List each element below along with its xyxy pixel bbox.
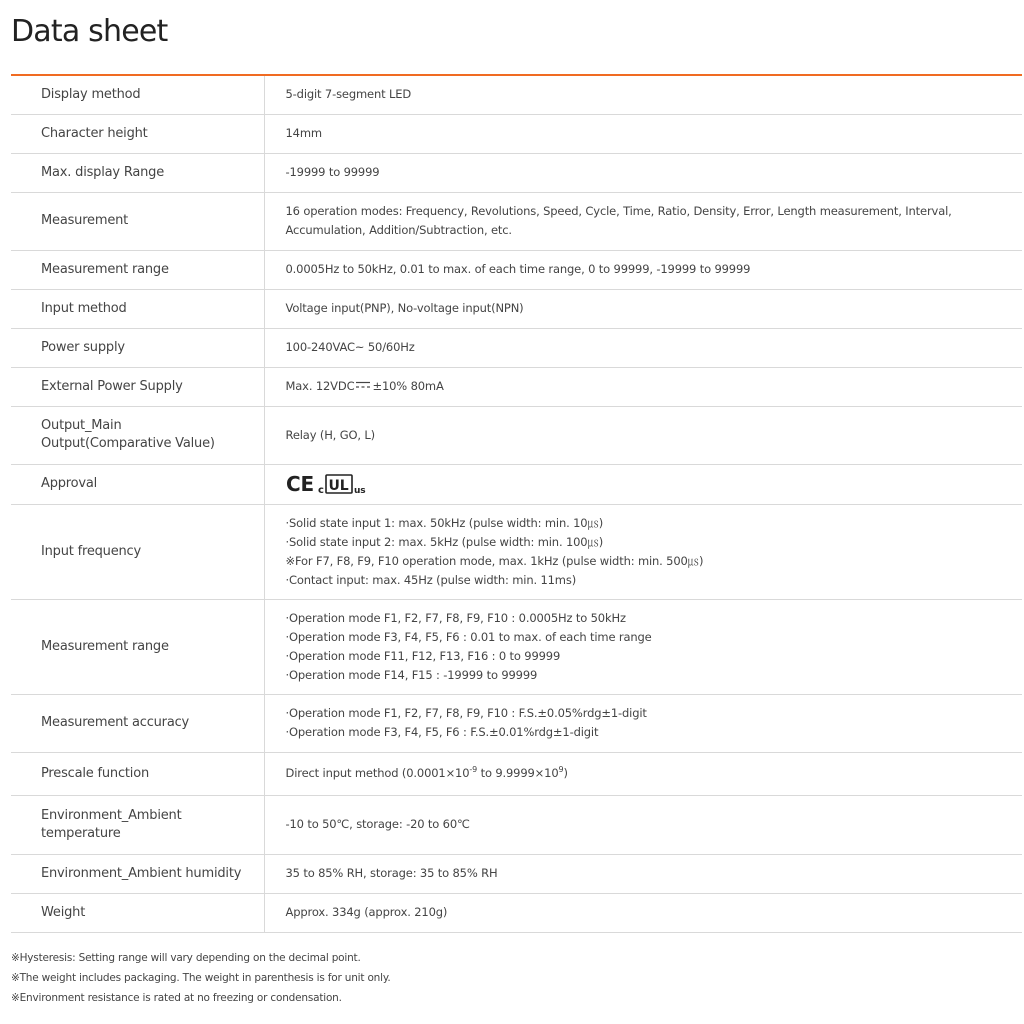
table-row — [11, 599, 1022, 694]
exponent: -9 — [469, 765, 478, 775]
row-label: Input method — [11, 289, 264, 328]
table-row — [11, 406, 1022, 464]
row-label: Display method — [11, 75, 264, 114]
row-label: Weight — [11, 893, 264, 932]
row-label: Character height — [11, 114, 264, 153]
row-value: Voltage input(PNP), No-voltage input(NPN) — [264, 289, 1022, 328]
table-row — [11, 289, 1022, 328]
value-line: ·Operation mode F14, F15 : -19999 to 99999 — [285, 667, 538, 682]
row-value: -10 to 50℃, storage: -20 to 60℃ — [264, 795, 1022, 854]
exponent: 9 — [558, 765, 564, 775]
row-value — [264, 694, 1022, 752]
table-row — [11, 694, 1022, 752]
value-text: Direct input method (0.0001×10 — [285, 766, 470, 780]
row-label: Environment_Ambient humidity — [11, 854, 264, 893]
label-line: temperature — [41, 825, 121, 841]
row-label: Max. display Range — [11, 153, 264, 192]
row-value — [264, 367, 1022, 406]
dc-symbol-icon — [356, 381, 370, 389]
row-label: Prescale function — [11, 752, 264, 795]
row-value: 14mm — [264, 114, 1022, 153]
row-value: Relay (H, GO, L) — [264, 406, 1022, 464]
footnote: ※Environment resistance is rated at no freezing or condensation. — [11, 992, 342, 1004]
row-label — [11, 795, 264, 854]
value-line: ·Solid state input 1: max. 50kHz (pulse width: min. 10㎲) — [285, 515, 604, 530]
table-row — [11, 192, 1022, 250]
table-row — [11, 752, 1022, 795]
row-label: Power supply — [11, 328, 264, 367]
label-line: Environment_Ambient — [41, 807, 182, 823]
table-row — [11, 153, 1022, 192]
value-line: ·Operation mode F3, F4, F5, F6 : F.S.±0.01%rdg±1-digit — [285, 725, 599, 739]
table-row — [11, 464, 1022, 504]
table-row — [11, 893, 1022, 932]
footnote: ※The weight includes packaging. The weight in parenthesis is for unit only. — [11, 972, 391, 984]
table-row — [11, 250, 1022, 289]
row-value — [264, 504, 1022, 599]
value-line: ·Contact input: max. 45Hz (pulse width: min. 11ms) — [285, 572, 577, 587]
row-value: 35 to 85% RH, storage: 35 to 85% RH — [264, 854, 1022, 893]
row-value: Approx. 334g (approx. 210g) — [264, 893, 1022, 932]
page-title: Data sheet — [11, 14, 168, 49]
row-value — [264, 599, 1022, 694]
row-value: 5-digit 7-segment LED — [264, 75, 1022, 114]
value-line: ·Operation mode F1, F2, F7, F8, F9, F10 : 0.0005Hz to 50kHz — [285, 610, 626, 625]
value-line: ·Solid state input 2: max. 5kHz (pulse width: min. 100㎲) — [285, 534, 604, 549]
value-line: ·Operation mode F1, F2, F7, F8, F9, F10 : F.S.±0.05%rdg±1-digit — [285, 706, 647, 720]
table-row — [11, 114, 1022, 153]
ce-ul-certification-icon — [286, 472, 370, 496]
label-line: Output(Comparative Value) — [41, 436, 215, 451]
value-text: ) — [563, 766, 568, 780]
row-value — [264, 464, 1022, 504]
value-text: ±10% 80mA — [372, 379, 444, 393]
row-value — [264, 752, 1022, 795]
row-value: 16 operation modes: Frequency, Revolutions, Speed, Cycle, Time, Ratio, Density, Error, Length measurement, Interval, Accumulation, Addition/Subtraction, etc. — [264, 192, 1022, 250]
table-row — [11, 367, 1022, 406]
label-line: Output_Main — [41, 418, 122, 433]
value-text: to 9.9999×10 — [477, 766, 559, 780]
row-label: Approval — [11, 464, 264, 504]
table-row — [11, 75, 1022, 114]
table-row — [11, 854, 1022, 893]
row-label: Measurement range — [11, 599, 264, 694]
data-sheet-table — [11, 74, 1022, 933]
footnotes — [11, 948, 391, 1008]
row-label — [11, 406, 264, 464]
footnote: ※Hysteresis: Setting range will vary depending on the decimal point. — [11, 952, 361, 964]
table-row — [11, 328, 1022, 367]
row-label: Measurement — [11, 192, 264, 250]
svg-text:CE: CE — [285, 472, 314, 496]
svg-text:us: us — [353, 486, 365, 496]
row-label: External Power Supply — [11, 367, 264, 406]
row-value: 0.0005Hz to 50kHz, 0.01 to max. of each time range, 0 to 99999, -19999 to 99999 — [264, 250, 1022, 289]
table-row — [11, 504, 1022, 599]
svg-text:UL: UL — [328, 478, 348, 494]
row-value: 100-240VAC~ 50/60Hz — [264, 328, 1022, 367]
svg-text:c: c — [317, 485, 324, 496]
value-line: ·Operation mode F3, F4, F5, F6 : 0.01 to max. of each time range — [285, 629, 652, 644]
table-row — [11, 795, 1022, 854]
row-label: Measurement range — [11, 250, 264, 289]
row-value: -19999 to 99999 — [264, 153, 1022, 192]
value-line: ·Operation mode F11, F12, F13, F16 : 0 to 99999 — [285, 648, 561, 663]
value-line: ※For F7, F8, F9, F10 operation mode, max. 1kHz (pulse width: min. 500㎲) — [285, 553, 704, 568]
value-text: Max. 12VDC — [285, 379, 355, 393]
row-label: Input frequency — [11, 504, 264, 599]
row-label: Measurement accuracy — [11, 694, 264, 752]
